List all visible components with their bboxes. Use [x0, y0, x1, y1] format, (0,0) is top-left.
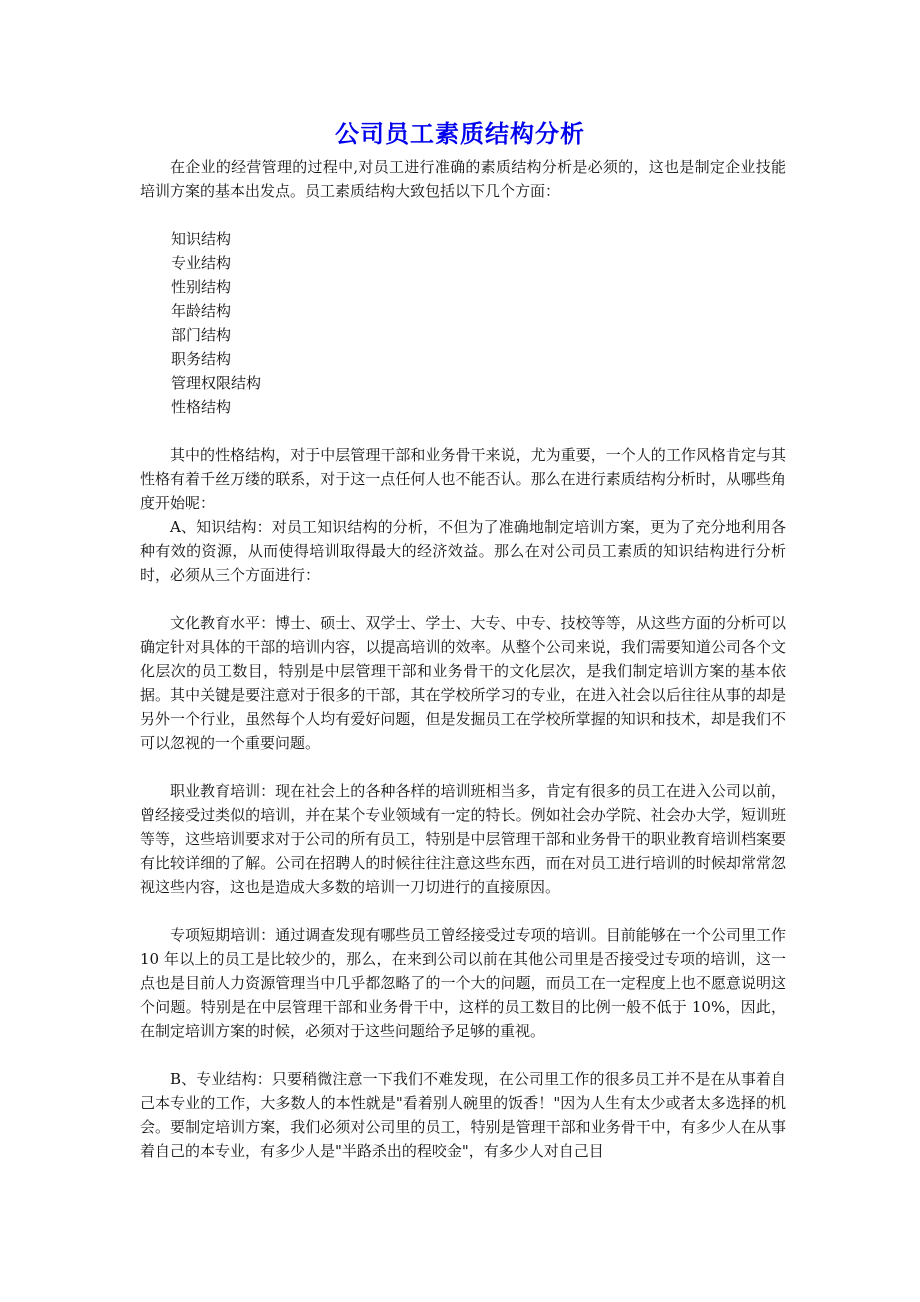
- list-item: 管理权限结构: [171, 374, 262, 392]
- personality-paragraph: 其中的性格结构，对于中层管理干部和业务骨干来说，尤为重要，一个人的工作风格肯定与其性格有着千丝万缕的联系，对于这一点任何人也不能否认。那么在进行素质结构分析时，从哪些角度开始呢：: [140, 446, 786, 512]
- education-paragraph: 文化教育水平：博士、硕士、双学士、学士、大专、中专、技校等等，从这些方面的分析可以确定针对具体的干部的培训内容，以提高培训的效率。从整个公司来说，我们需要知道公司各个文化层次的员工数目，特别是中层管理干部和业务骨干的文化层次，是我们制定培训方案的基本依据。其中关键是要注意对于很多的干部，其在学校所学习的专业，在进入社会以后往往从事的却是另外一个行业，虽然每个人均有爱好问题，但是发掘员工在学校所掌握的知识和技术，却是我们不可以忽视的一个重要问题。: [140, 614, 786, 752]
- spacer: [140, 1043, 786, 1067]
- list-item: 专业结构: [171, 254, 232, 272]
- page-title: 公司员工素质结构分析: [335, 119, 585, 148]
- list-item: 性别结构: [171, 278, 232, 296]
- professional-paragraph: B、专业结构：只要稍微注意一下我们不难发现，在公司里工作的很多员工并不是在从事着自己本专业的工作，大多数人的本性就是"看着别人碗里的饭香！"因为人生有太少或者太多选择的机会。要制定培训方案，我们必须对公司里的员工，特别是管理干部和业务骨干中，有多少人在从事着自己的本专业，有多少人是"半路杀出的程咬金"，有多少人对自己目: [140, 1070, 786, 1160]
- document-body: [140, 155, 786, 1163]
- short-term-paragraph: 专项短期培训：通过调查发现有哪些员工曾经接受过专项的培训。目前能够在一个公司里工作 10 年以上的员工是比较少的，那么，在来到公司以前在其他公司里是否接受过专项的培训，这一点也是目前人力资源管理当中几乎都忽略了的一个大的问题，而员工在一定程度上也不愿意说明这个问题。特别是在中层管理干部和业务骨干中，这样的员工数目的比例一般不低于 10%，因此，在制定培训方案的时候，必须对于这些问题给予足够的重视。: [140, 926, 786, 1040]
- structure-list: [140, 227, 786, 419]
- intro-paragraph: 在企业的经营管理的过程中,对员工进行准确的素质结构分析是必须的，这也是制定企业技能培训方案的基本出发点。员工素质结构大致包括以下几个方面：: [140, 158, 786, 200]
- spacer: [140, 587, 786, 611]
- vocational-paragraph: 职业教育培训：现在社会上的各种各样的培训班相当多，肯定有很多的员工在进入公司以前，曾经接受过类似的培训，并在某个专业领域有一定的特长。例如社会办学院、社会办大学，短训班等等，这些培训要求对于公司的所有员工，特别是中层管理干部和业务骨干的职业教育培训档案要有比较详细的了解。公司在招聘人的时候往往注意这些东西，而在对员工进行培训的时候却常常忽视这些内容，这也是造成大多数的培训一刀切进行的直接原因。: [140, 782, 786, 896]
- list-item: 年龄结构: [171, 302, 232, 320]
- list-item: 性格结构: [171, 398, 232, 416]
- spacer: [140, 755, 786, 779]
- knowledge-paragraph: A、知识结构：对员工知识结构的分析，不但为了准确地制定培训方案，更为了充分地利用各种有效的资源，从而使得培训取得最大的经济效益。那么在对公司员工素质的知识结构进行分析时，必须从三个方面进行：: [140, 518, 786, 584]
- list-item: 职务结构: [171, 350, 232, 368]
- list-item: 部门结构: [171, 326, 232, 344]
- spacer: [140, 419, 786, 443]
- spacer: [140, 899, 786, 923]
- list-item: 知识结构: [171, 230, 232, 248]
- spacer: [140, 203, 786, 227]
